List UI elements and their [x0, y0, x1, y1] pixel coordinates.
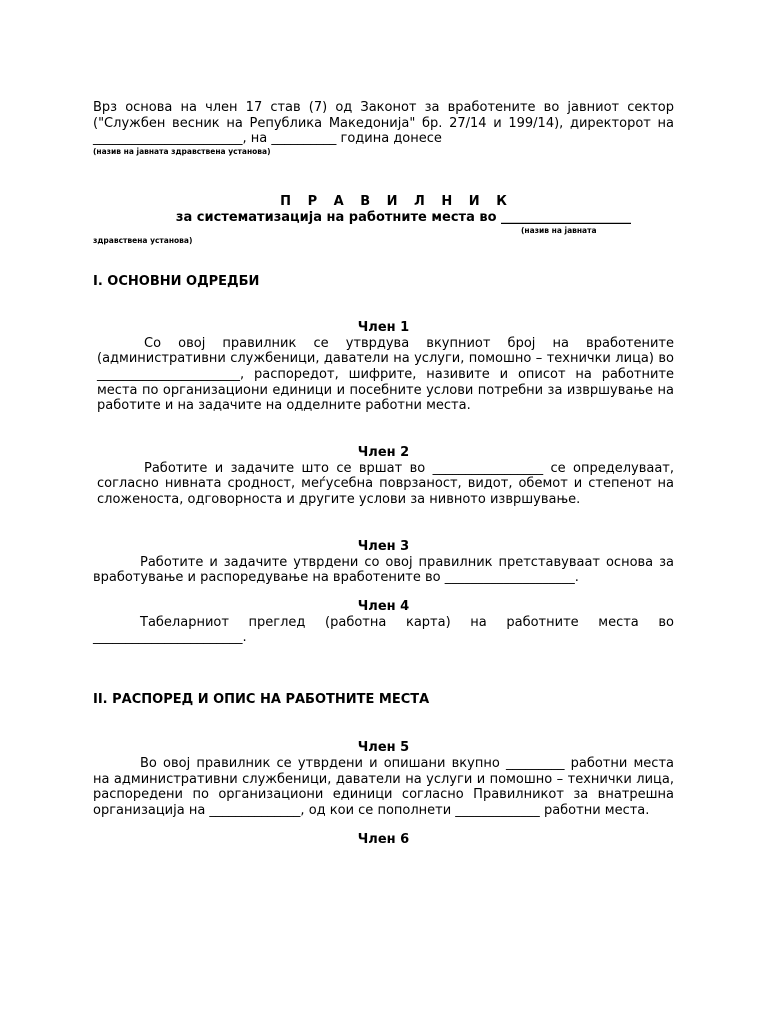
section-heading-2: II. РАСПОРЕД И ОПИС НА РАБОТНИТЕ МЕСТА: [93, 691, 430, 707]
document-subtitle: за систематизација на работните места во ____________________: [175, 209, 632, 225]
article-text-1: Со овој правилник се утврдува вкупниот број на вработените (административни службеници, даватели на услуги, помошно – технички лица) во ______________________, распоредот, шифрите, називите и описот на работните места по организациони единици и посебните услови потребни за извршување на работите и на задачите на одделните работни места.: [97, 335, 674, 414]
subtitle-note-part2: здравствена установа): [93, 235, 193, 245]
article-text-2: Работите и задачите што се вршат во _________________ се определуваат, согласно нивната сродност, меѓусебна поврзаност, видот, обемот и степенот на сложеноста, одговорноста и другите услови за нивното извршување.: [97, 460, 674, 507]
subtitle-note-part1: (назив на јавната: [521, 225, 597, 235]
article-label-5: Член 5: [357, 739, 410, 755]
article-label-6: Член 6: [357, 832, 410, 848]
intro-note: (назив на јавната здравствена установа): [93, 146, 271, 156]
section-heading-1: I. ОСНОВНИ ОДРЕДБИ: [93, 273, 260, 289]
article-label-4: Член 4: [357, 598, 410, 614]
article-label-3: Член 3: [357, 538, 410, 554]
article-text-5: Во овој правилник се утврдени и опишани вкупно _________ работни места на административни службеници, даватели на услуги и помошно – технички лица, распоредени по организациони единици согласно Правилникот за внатрешна организација на ______________, од кои се пополнети _____________ работни места.: [93, 755, 674, 818]
article-label-2: Член 2: [357, 444, 410, 460]
document-page: [93, 100, 674, 848]
document-title: П Р А В И Л Н И К: [280, 193, 513, 209]
intro-paragraph: Врз основа на член 17 став (7) од Законот за вработените во јавниот сектор ("Службен весник на Република Македонија" бр. 27/14 и 199/14), директорот на _______________________, на __________ година донесе: [93, 100, 674, 147]
article-text-4: Табеларниот преглед (работна карта) на работните места во _______________________.: [93, 614, 674, 646]
article-label-1: Член 1: [357, 319, 410, 335]
article-text-3: Работите и задачите утврдени со овој правилник претставуваат основа за вработување и распоредување на вработените во ____________________.: [93, 554, 674, 586]
